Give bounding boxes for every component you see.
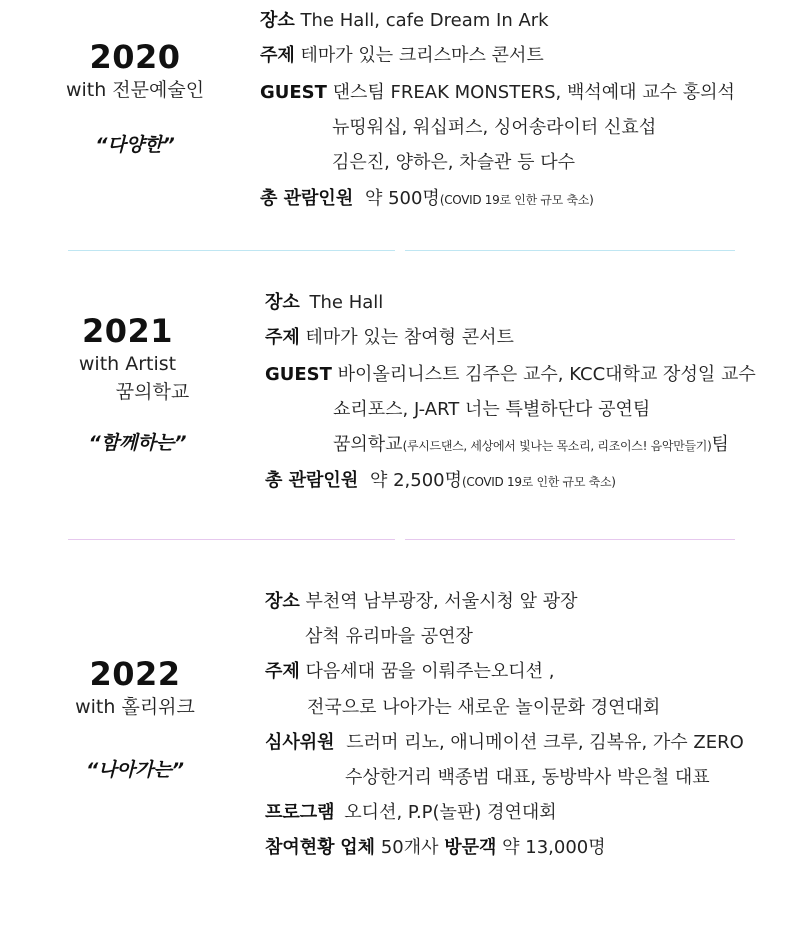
guest-line-3-note: (루시드댄스, 세상에서 빛나는 목소리, 리조이스! 음악만들기) [402,439,712,453]
with-label: with 홀리위크 [75,696,195,718]
theme-line [265,323,514,353]
theme-line [265,657,554,687]
venue-value: 부천역 남부광장, 서울시청 앞 광장 [305,591,578,612]
guest-line-2: 뉴띵워십, 워십퍼스, 싱어송라이터 신효섭 [332,117,657,138]
judges-line-2: 수상한거리 백종범 대표, 동방박사 박은철 대표 [345,767,710,788]
venue-label: 장소 [265,591,300,612]
judges-value: 드러머 리노, 애니메이션 크루, 김복유, 가수 ZERO [346,732,744,753]
audience-value: 약 500명 [364,188,440,209]
audience-value: 약 2,500명 [369,470,462,491]
section-2021 [0,250,800,540]
judges-line [265,728,744,758]
venue-line [265,587,578,617]
venue-value: The Hall [309,292,384,313]
venue-value: The Hall, cafe Dream In Ark [300,10,549,31]
section-quote: “함께하는” [88,432,187,454]
with-label-2: 꿈의학교 [115,381,190,403]
audience-label: 총 관람인원 [265,470,359,491]
guest-value: 바이올리니스트 김주은 교수, KCC대학교 장성일 교수 [337,364,756,385]
guest-line-3 [333,430,729,460]
year-title: 2020 [89,38,181,76]
audience-line [260,184,593,214]
year-column [0,38,270,157]
venue-label: 장소 [265,292,300,313]
with-label: with Artist [78,353,177,375]
theme-label: 주제 [265,327,300,348]
venue-line-2: 삼척 유리마을 공연장 [305,626,473,647]
year-column [0,655,270,782]
with-label: with 전문예술인 [65,79,205,101]
guest-label: GUEST [260,82,327,103]
section-2022 [0,540,800,945]
theme-label: 주제 [260,45,295,66]
program-label: 프로그램 [265,802,335,823]
venue-label: 장소 [260,10,295,31]
audience-line [265,466,616,496]
section-quote: “나아가는” [86,759,184,781]
theme-line [260,41,544,71]
companies-value: 50개사 [380,837,439,858]
guest-value: 댄스팀 FREAK MONSTERS, 백석예대 교수 홍의석 [332,82,735,103]
program-line [265,798,557,828]
guest-line [260,78,735,108]
program-value: 오디션, P.P(놀판) 경연대회 [344,802,557,823]
judges-label: 심사위원 [265,732,335,753]
theme-value: 테마가 있는 참여형 콘서트 [305,327,514,348]
venue-line [260,6,549,36]
section-2020 [0,0,800,250]
venue-line [265,288,383,318]
guest-label: GUEST [265,364,332,385]
guest-line-3: 김은진, 양하은, 차슬관 등 다수 [332,152,575,173]
participation-line [265,833,606,863]
audience-label: 총 관람인원 [260,188,354,209]
guest-line-3-end: 팀 [711,434,729,455]
audience-note: (COVID 19로 인한 규모 축소) [439,193,594,207]
theme-line-2: 전국으로 나아가는 새로운 놀이문화 경연대회 [307,697,661,718]
year-title: 2022 [89,655,181,693]
theme-value: 테마가 있는 크리스마스 콘서트 [300,45,544,66]
year-column [0,312,255,455]
visitors-value: 약 13,000명 [502,837,606,858]
participation-label: 참여현황 [265,837,335,858]
guest-line-3-main: 꿈의학교 [333,434,403,455]
theme-value: 다음세대 꿈을 이뤄주는오디션 , [305,661,555,682]
audience-note: (COVID 19로 인한 규모 축소) [461,475,616,489]
visitors-label: 방문객 [444,837,497,858]
companies-label: 업체 [340,837,376,858]
theme-label: 주제 [265,661,300,682]
section-quote: “다양한” [95,134,175,156]
year-title: 2021 [81,312,174,350]
guest-line [265,360,756,390]
guest-line-2: 쇼리포스, J-ART 너는 특별하단다 공연팀 [333,399,651,420]
